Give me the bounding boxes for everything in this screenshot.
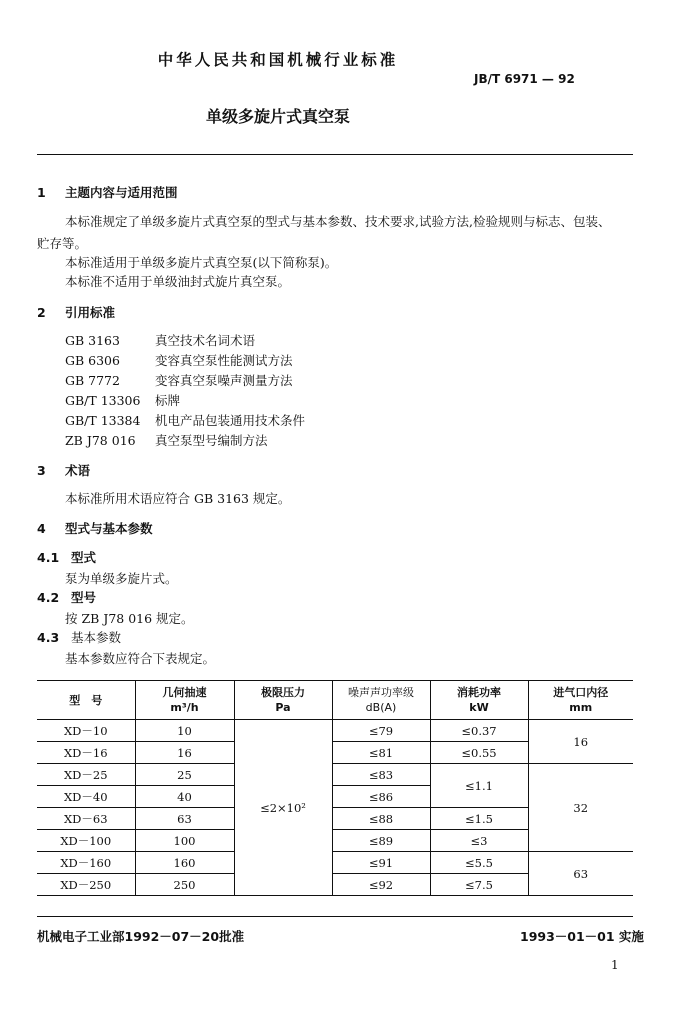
cell-power: ≤7.5 (430, 874, 528, 896)
cell-power: ≤5.5 (430, 852, 528, 874)
reference-name: 真空泵型号编制方法 (155, 433, 268, 448)
reference-code: GB/T 13384 (65, 413, 141, 428)
cell-noise: ≤91 (332, 852, 430, 874)
cell-noise: ≤83 (332, 764, 430, 786)
reference-code: GB 6306 (65, 353, 120, 368)
reference-item (65, 431, 268, 449)
section-1-heading (37, 183, 178, 201)
section-4-1-heading (37, 548, 96, 566)
section-title: 型式 (71, 550, 97, 565)
reference-item (65, 391, 180, 409)
section-title: 型号 (71, 590, 97, 605)
section-4-heading (37, 519, 153, 537)
section-number: 2 (37, 305, 46, 320)
cell-inlet: 32 (528, 764, 633, 852)
section-number: 3 (37, 463, 46, 478)
basic-parameters-table (37, 680, 633, 896)
cell-speed: 25 (135, 764, 234, 786)
section-number: 4.3 (37, 630, 60, 645)
reference-code: ZB J78 016 (65, 433, 136, 448)
cell-speed: 40 (135, 786, 234, 808)
header-power: 消耗功率 kW (430, 681, 528, 720)
cell-ultimate-pressure: ≤2×10² (234, 720, 332, 896)
page-number: 1 (611, 958, 619, 972)
approval-line: 机械电子工业部1992－07－20批准 (37, 929, 245, 944)
cell-speed: 16 (135, 742, 234, 764)
header-pumping-speed: 几何抽速 m³/h (135, 681, 234, 720)
section-title: 引用标准 (65, 305, 116, 320)
table-row (37, 764, 633, 786)
reference-item (65, 331, 255, 349)
header-ultimate-pressure: 极限压力 Pa (234, 681, 332, 720)
cell-power: ≤1.5 (430, 808, 528, 830)
reference-item (65, 351, 293, 369)
reference-code: GB 7772 (65, 373, 120, 388)
section-title: 术语 (65, 463, 91, 478)
cell-model: XD－25 (37, 764, 135, 786)
section-4-3-heading (37, 628, 121, 646)
effective-date: 1993－01－01 实施 (520, 929, 644, 944)
cell-power: ≤3 (430, 830, 528, 852)
cell-inlet: 63 (528, 852, 633, 896)
cell-inlet: 16 (528, 720, 633, 764)
section-number: 4.1 (37, 550, 60, 565)
cell-model: XD－40 (37, 786, 135, 808)
cell-model: XD－160 (37, 852, 135, 874)
cell-noise: ≤86 (332, 786, 430, 808)
cell-noise: ≤89 (332, 830, 430, 852)
section-3-paragraph: 本标准所用术语应符合 GB 3163 规定。 (65, 491, 291, 506)
section-4-2-paragraph: 按 ZB J78 016 规定。 (65, 611, 194, 626)
section-2-heading (37, 303, 115, 321)
standard-number: JB/T 6971 — 92 (474, 72, 575, 86)
section-1-paragraph-2: 本标准适用于单级多旋片式真空泵(以下简称泵)。 (65, 255, 338, 270)
cell-model: XD－10 (37, 720, 135, 742)
section-number: 1 (37, 185, 46, 200)
cell-speed: 63 (135, 808, 234, 830)
section-number: 4.2 (37, 590, 60, 605)
cell-model: XD－100 (37, 830, 135, 852)
reference-name: 变容真空泵性能测试方法 (155, 353, 293, 368)
cell-model: XD－16 (37, 742, 135, 764)
cell-noise: ≤92 (332, 874, 430, 896)
cell-noise: ≤79 (332, 720, 430, 742)
issuing-authority-title: 中华人民共和国机械行业标准 (157, 51, 399, 69)
section-number: 4 (37, 521, 46, 536)
reference-name: 真空技术名词术语 (155, 333, 256, 348)
section-4-2-heading (37, 588, 96, 606)
reference-name: 变容真空泵噪声测量方法 (155, 373, 293, 388)
table-row (37, 852, 633, 874)
section-title: 主题内容与适用范围 (65, 185, 178, 200)
cell-speed: 160 (135, 852, 234, 874)
section-4-1-paragraph: 泵为单级多旋片式。 (65, 571, 178, 586)
header-model: 型 号 (37, 681, 135, 720)
cell-model: XD－250 (37, 874, 135, 896)
reference-code: GB 3163 (65, 333, 120, 348)
cell-speed: 100 (135, 830, 234, 852)
section-3-heading (37, 461, 90, 479)
cell-power: ≤0.37 (430, 720, 528, 742)
reference-name: 机电产品包装通用技术条件 (155, 413, 306, 428)
section-1-paragraph-1a: 本标准规定了单级多旋片式真空泵的型式与基本参数、技术要求,试验方法,检验规则与标志、包装、 (65, 214, 611, 229)
section-1-paragraph-3: 本标准不适用于单级油封式旋片真空泵。 (65, 274, 291, 289)
section-title: 基本参数 (71, 630, 122, 645)
reference-name: 标牌 (155, 393, 181, 408)
section-title: 型式与基本参数 (65, 521, 153, 536)
cell-power: ≤1.1 (430, 764, 528, 808)
header-noise-level: 噪声声功率级 dB(A) (332, 681, 430, 720)
section-4-3-paragraph: 基本参数应符合下表规定。 (65, 651, 216, 666)
section-1-paragraph-1b: 贮存等。 (37, 236, 88, 251)
cell-noise: ≤81 (332, 742, 430, 764)
cell-noise: ≤88 (332, 808, 430, 830)
reference-item (65, 371, 293, 389)
cell-model: XD－63 (37, 808, 135, 830)
cell-speed: 10 (135, 720, 234, 742)
reference-code: GB/T 13306 (65, 393, 141, 408)
reference-item (65, 411, 305, 429)
document-title: 单级多旋片式真空泵 (205, 107, 350, 126)
header-rule (37, 154, 633, 155)
cell-speed: 250 (135, 874, 234, 896)
footer-rule (37, 916, 633, 917)
header-inlet-diameter: 进气口内径 mm (528, 681, 633, 720)
table-row (37, 720, 633, 742)
cell-power: ≤0.55 (430, 742, 528, 764)
table-header-row (37, 681, 633, 720)
